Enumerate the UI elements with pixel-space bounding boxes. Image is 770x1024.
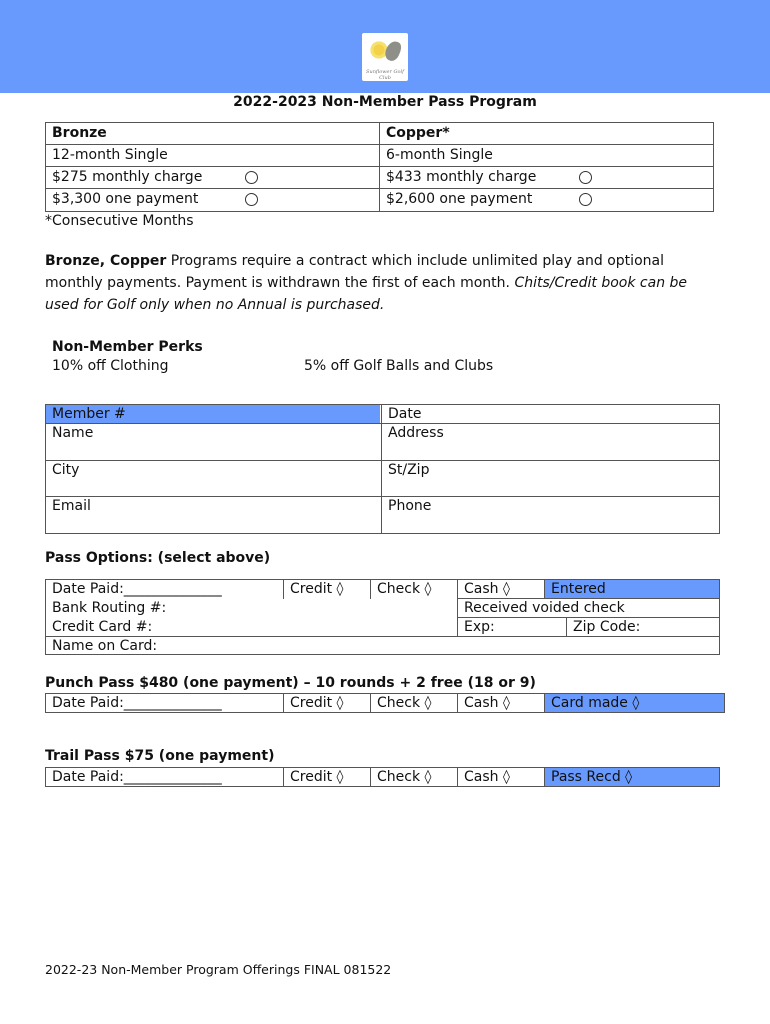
page-title: 2022-2023 Non-Member Pass Program [233, 94, 537, 110]
phone-field[interactable]: Phone [388, 498, 432, 514]
punch-cash-option[interactable]: Cash ◊ [464, 695, 510, 711]
email-field[interactable]: Email [52, 498, 91, 514]
description-text: Programs require a contract which include unlimited play and optional monthly payments. Payment is withdrawn the first of each month. [45, 253, 664, 291]
copper-one-payment: $2,600 one payment [386, 191, 533, 207]
bronze-term: 12-month Single [52, 147, 168, 163]
divider [45, 166, 714, 167]
program-description [45, 250, 725, 316]
divider [457, 617, 720, 618]
check-option[interactable]: Check ◊ [377, 581, 432, 597]
divider [45, 423, 720, 424]
bronze-one-payment-radio[interactable] [245, 193, 258, 206]
description-bold: Bronze, Copper [45, 253, 167, 269]
pass-options-heading: Pass Options: (select above) [45, 550, 271, 566]
bronze-heading: Bronze [52, 125, 107, 141]
voided-check-label: Received voided check [464, 600, 625, 616]
punch-pass-heading: Punch Pass $480 (one payment) – 10 rounds + 2 free (18 or 9) [45, 675, 536, 691]
bronze-monthly-radio[interactable] [245, 171, 258, 184]
credit-option[interactable]: Credit ◊ [290, 581, 344, 597]
address-field[interactable]: Address [388, 425, 444, 441]
punch-credit-option[interactable]: Credit ◊ [290, 695, 344, 711]
entered-label: Entered [551, 581, 606, 597]
trail-date-paid-field[interactable]: Date Paid:______________ [52, 769, 222, 785]
punch-check-option[interactable]: Check ◊ [377, 695, 432, 711]
name-on-card-field[interactable]: Name on Card: [52, 638, 158, 654]
copper-monthly-radio[interactable] [579, 171, 592, 184]
punch-date-paid-field[interactable]: Date Paid:______________ [52, 695, 222, 711]
perk-golf-balls: 5% off Golf Balls and Clubs [304, 358, 494, 374]
date-field[interactable]: Date [388, 406, 422, 422]
copper-term: 6-month Single [386, 147, 493, 163]
bronze-one-payment: $3,300 one payment [52, 191, 199, 207]
copper-heading: Copper* [386, 125, 450, 141]
cash-option[interactable]: Cash ◊ [464, 581, 510, 597]
city-field[interactable]: City [52, 462, 80, 478]
divider [45, 460, 720, 461]
footer-text: 2022-23 Non-Member Program Offerings FINAL 081522 [45, 962, 392, 977]
trail-cash-option[interactable]: Cash ◊ [464, 769, 510, 785]
divider [45, 188, 714, 189]
trail-check-option[interactable]: Check ◊ [377, 769, 432, 785]
club-logo [362, 33, 408, 81]
description-italic: Chits/Credit book can be used for Golf only when no Annual is purchased. [45, 275, 688, 313]
copper-one-payment-radio[interactable] [579, 193, 592, 206]
zip-code-field[interactable]: Zip Code: [573, 619, 641, 635]
bank-routing-field[interactable]: Bank Routing #: [52, 600, 167, 616]
perk-clothing: 10% off Clothing [52, 358, 169, 374]
pass-recd-option[interactable]: Pass Recd ◊ [551, 769, 633, 785]
logo-text: Sunflower Golf Club [366, 69, 404, 81]
perks-heading: Non-Member Perks [52, 339, 203, 355]
st-zip-field[interactable]: St/Zip [388, 462, 430, 478]
name-field[interactable]: Name [52, 425, 94, 441]
divider [457, 598, 720, 599]
divider [45, 496, 720, 497]
divider [45, 144, 714, 145]
consecutive-note: *Consecutive Months [45, 213, 194, 229]
copper-monthly: $433 monthly charge [386, 169, 537, 185]
divider [45, 636, 720, 637]
bronze-monthly: $275 monthly charge [52, 169, 203, 185]
credit-card-field[interactable]: Credit Card #: [52, 619, 153, 635]
exp-field[interactable]: Exp: [464, 619, 495, 635]
card-made-option[interactable]: Card made ◊ [551, 695, 640, 711]
trail-pass-heading: Trail Pass $75 (one payment) [45, 748, 275, 764]
date-paid-field[interactable]: Date Paid:______________ [52, 581, 222, 597]
trail-credit-option[interactable]: Credit ◊ [290, 769, 344, 785]
member-number-field[interactable]: Member # [52, 406, 126, 422]
